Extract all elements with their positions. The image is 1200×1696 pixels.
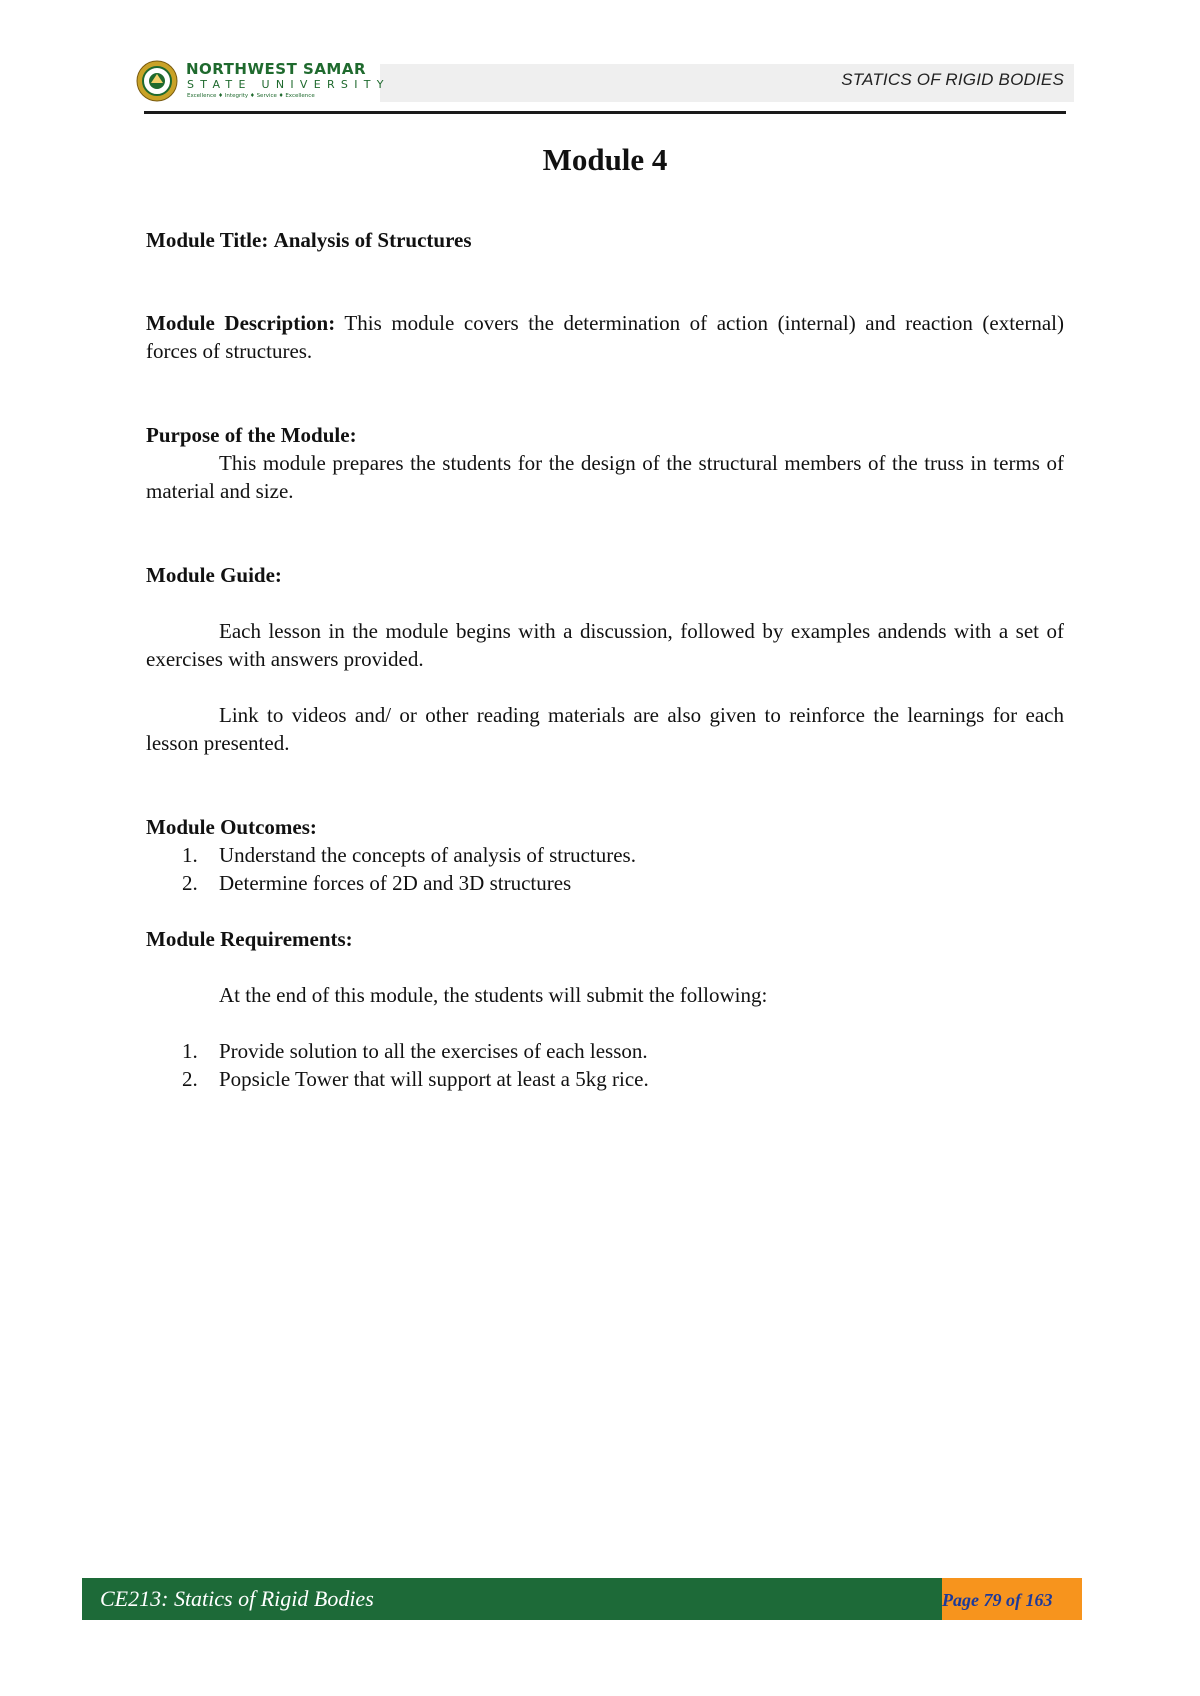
module-description-text: This module covers the determination of action (internal) and reaction (external) forces of structures. (146, 311, 1064, 363)
logo-name: NORTHWEST SAMAR (186, 60, 367, 78)
header-divider (144, 111, 1066, 114)
list-item-text: Understand the concepts of analysis of structures. (219, 843, 636, 867)
footer-page-band (942, 1578, 1082, 1620)
list-number: 2. (182, 871, 198, 895)
requirements-label: Module Requirements: (146, 927, 353, 951)
outcomes-label: Module Outcomes: (146, 815, 317, 839)
list-item (146, 841, 1064, 869)
university-seal-icon (136, 60, 178, 102)
footer-course-band (82, 1578, 942, 1620)
purpose-text: This module prepares the students for the design of the structural members of the truss in terms of material and size. (146, 451, 1064, 503)
university-logo (136, 58, 390, 106)
list-item (146, 1037, 1064, 1065)
logo-tagline: Excellence ♦ Integrity ♦ Service ♦ Excellence (187, 93, 315, 99)
list-number: 2. (182, 1067, 198, 1091)
list-item-text: Popsicle Tower that will support at least a 5kg rice. (219, 1067, 649, 1091)
logo-subtitle: STATE UNIVERSITY (187, 78, 390, 91)
list-item-text: Determine forces of 2D and 3D structures (219, 871, 572, 895)
guide-paragraph-1: Each lesson in the module begins with a discussion, followed by examples andends with a set of exercises with answers provided. (146, 619, 1064, 671)
guide-paragraph-2: Link to videos and/ or other reading materials are also given to reinforce the learnings for each lesson presented. (146, 703, 1064, 755)
footer-course-title: CE213: Statics of Rigid Bodies (100, 1586, 374, 1611)
header-course-title: STATICS OF RIGID BODIES (841, 70, 1064, 89)
requirements-intro: At the end of this module, the students will submit the following: (219, 983, 768, 1007)
module-description (146, 309, 1064, 365)
guide-label: Module Guide: (146, 563, 282, 587)
list-item (146, 1065, 1064, 1093)
list-item-text: Provide solution to all the exercises of each lesson. (219, 1039, 648, 1063)
page-footer (82, 1578, 1082, 1620)
outcomes-list (146, 841, 1064, 897)
module-title-label: Module Title: (146, 228, 269, 252)
list-number: 1. (182, 1039, 198, 1063)
module-title-line (146, 226, 1064, 254)
module-heading: Module 4 (542, 142, 668, 177)
page-number: Page 79 of 163 (942, 1590, 1053, 1610)
list-item (146, 869, 1064, 897)
module-description-label: Module Description: (146, 311, 336, 335)
page-content (146, 140, 1064, 1093)
requirements-list (146, 1037, 1064, 1093)
purpose-label: Purpose of the Module: (146, 423, 357, 447)
list-number: 1. (182, 843, 198, 867)
module-title-value: Analysis of Structures (273, 228, 472, 252)
